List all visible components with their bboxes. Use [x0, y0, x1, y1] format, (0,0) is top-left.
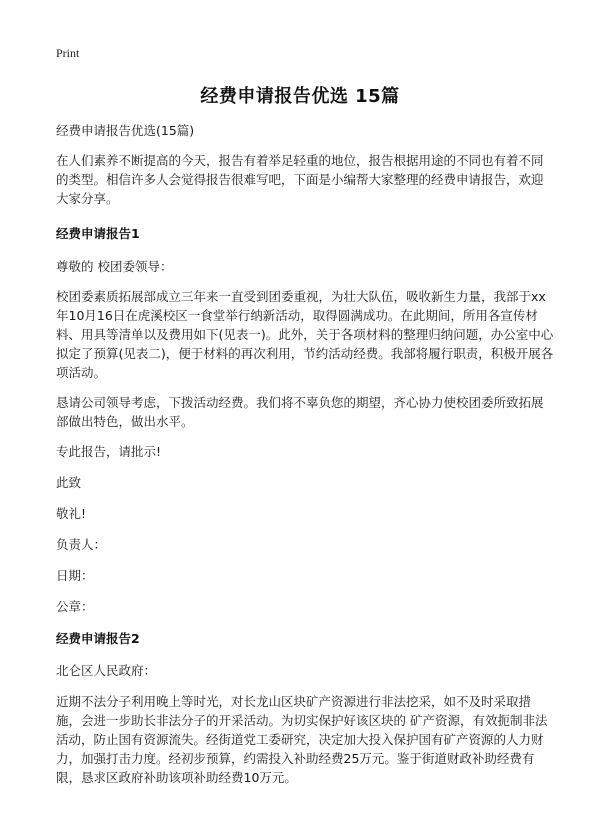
report-2-heading: 经费申请报告2 — [56, 631, 140, 646]
subtitle: 经费申请报告优选(15篇) — [56, 123, 195, 138]
print-link[interactable]: Print — [56, 46, 80, 60]
report-2-salutation: 北仑区人民政府： — [56, 663, 157, 678]
report-1-closing: 专此报告，请批示! — [56, 444, 162, 459]
report-1-respect-line-1: 此致 — [56, 475, 82, 490]
report-1-salutation: 尊敬的 校团委领导： — [56, 259, 173, 274]
document-title: 经费申请报告优选 15篇 — [200, 86, 400, 107]
intro-paragraph: 在人们素养不断提高的今天，报告有着举足轻重的地位，报告根据用途的不同也有着不同的类型。相信许多人会觉得报告很难写吧，下面是小编帮大家整理的经费申请报告，欢迎大家分享。 — [56, 153, 544, 206]
report-1-seal: 公章： — [56, 599, 94, 614]
report-1-paragraph-2: 恳请公司领导考虑，下拨活动经费。我们将不辜负您的期望，齐心协力使校团委所致拓展部做出特色，做出水平。 — [56, 395, 544, 429]
report-2-paragraph-1: 近期不法分子利用晚上等时光，对长龙山区块矿产资源进行非法挖采，如不及时采取措施，会进一步助长非法分子的开采活动。为切实保护好该区块的 矿产资源，有效扼制非法活动，防止国有资源流失。经街道党工委研究，决定加大投入保护国有矿产资源的人力财力，加强打击力度。经初步预算，约需投入补助经费25万元。鉴于街道财政补助经费有限，恳求区政府补助该项补助经费10万元。 — [56, 694, 548, 785]
report-1-respect-line-2: 敬礼! — [56, 506, 87, 521]
report-1-heading: 经费申请报告1 — [56, 226, 140, 241]
report-1-date: 日期： — [56, 568, 94, 583]
document-body — [56, 121, 554, 787]
report-1-paragraph-1: 校团委素质拓展部成立三年来一直受到团委重视，为壮大队伍，吸收新生力量，我部于xx年10月16日在虎溪校区一食堂举行纳新活动，取得圆满成功。在此期间，所用各宣传材料、用具等清单以及费用如下(见表一)。此外，关于各项材料的整理归纳问题，办公室中心拟定了预算(见表二)，便于材料的再次利用，节约活动经费。我部将履行职责，积极开展各项活动。 — [56, 289, 554, 380]
report-1-person-in-charge: 负责人： — [56, 537, 107, 552]
